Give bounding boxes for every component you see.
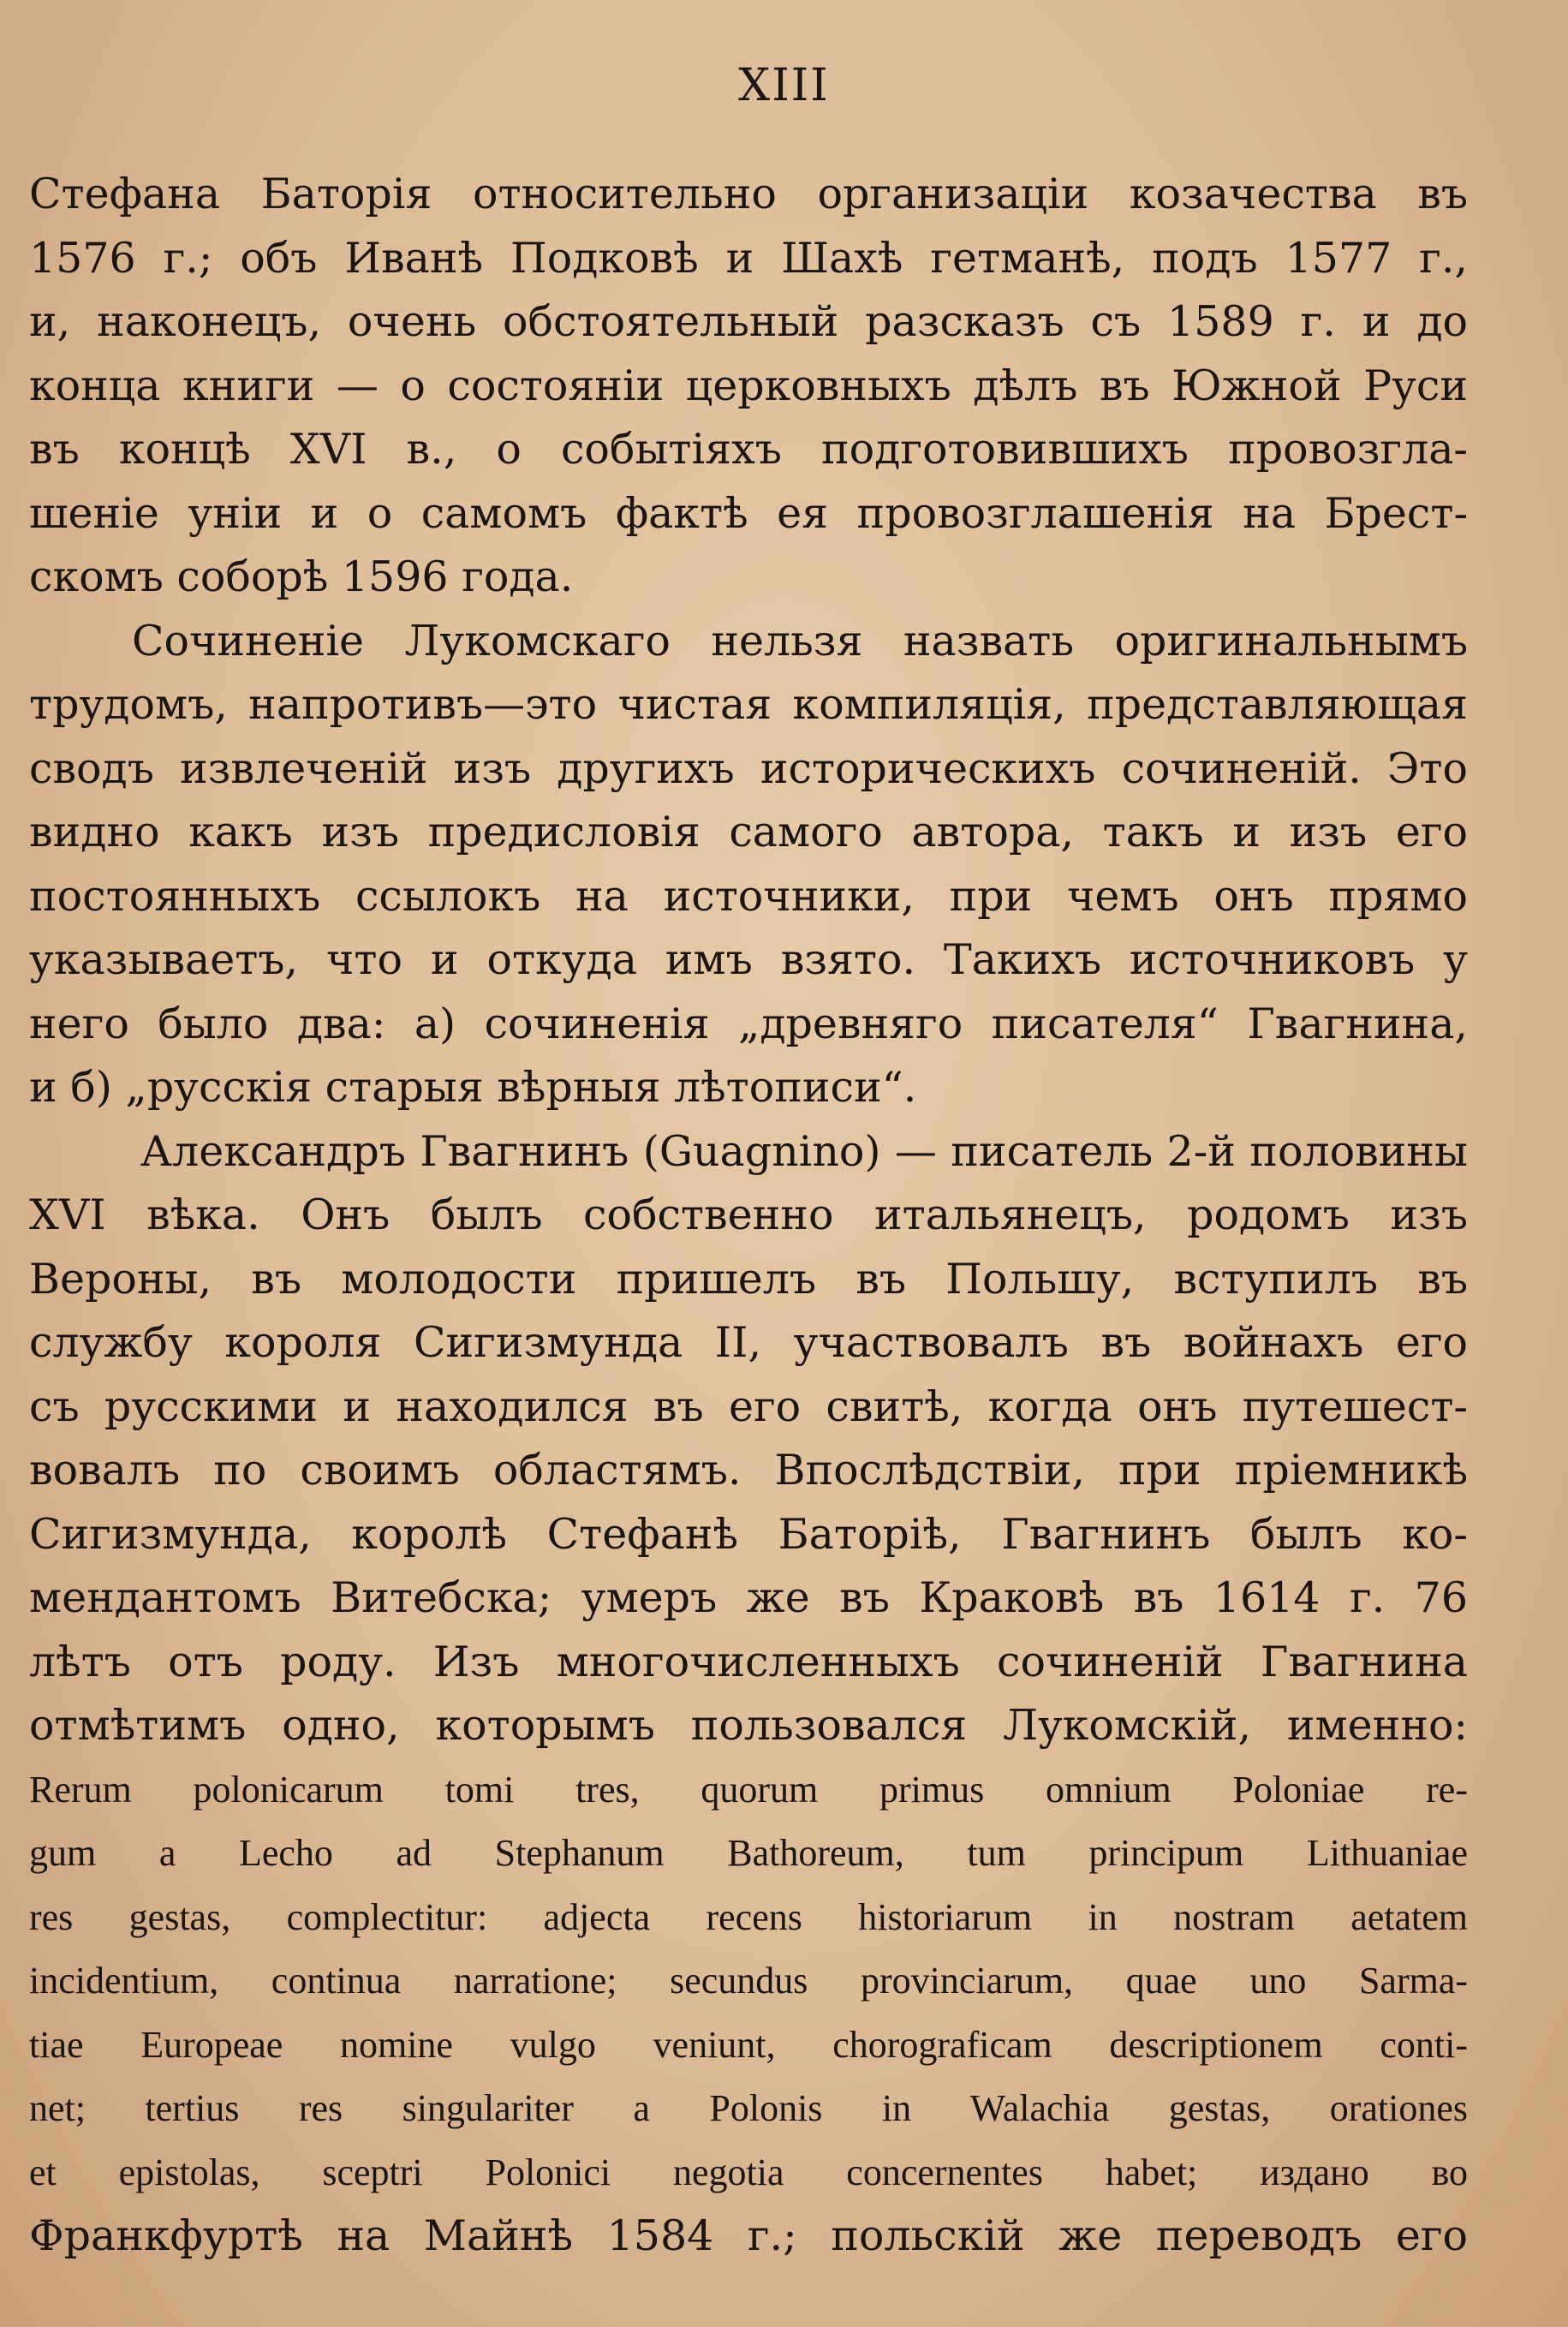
text-line: Александръ Гвагнинъ (Guagnino) — писатель 2-й половины [140, 1126, 1468, 1176]
text-line: tiae Europeae nomine vulgo veniunt, chorograficam descriptionem conti- [29, 2023, 1468, 2066]
text-line: конца книги — о состояніи церковныхъ дѣлъ въ Южной Руси [29, 361, 1468, 410]
text-line: него было два: а) сочиненія „древняго писателя“ Гвагнина, [29, 999, 1468, 1048]
text-line: Сигизмунда, королѣ Стефанѣ Баторіѣ, Гвагнинъ былъ ко- [29, 1509, 1468, 1559]
text-line: net; tertius res singulariter a Polonis in Walachia gestas, orationes [29, 2087, 1468, 2129]
text-line: въ концѣ XVI в., о событіяхъ подготовившихъ провозгла- [29, 425, 1468, 474]
text-line: сводъ извлеченій изъ другихъ историческихъ сочиненій. Это [29, 743, 1468, 793]
text-line: вовалъ по своимъ областямъ. Впослѣдствіи, при пріемникѣ [29, 1446, 1468, 1495]
text-line: Стефана Баторія относительно организаціи козачества въ [29, 170, 1468, 218]
text-line: Rerum polonicarum tomi tres, quorum primus omnium Poloniae re- [29, 1768, 1468, 1811]
text-line: XVI вѣка. Онъ былъ собственно итальянецъ, родомъ изъ [29, 1190, 1468, 1239]
text-line: скомъ соборѣ 1596 года. [29, 552, 574, 601]
text-line: и, наконецъ, очень обстоятельный разсказъ съ 1589 г. и до [29, 297, 1468, 346]
text-line: лѣтъ отъ роду. Изъ многочисленныхъ сочиненій Гвагнина [29, 1637, 1468, 1686]
page-number: XIII [738, 60, 830, 111]
text-line: постоянныхъ ссылокъ на источники, при чемъ онъ прямо [29, 871, 1468, 921]
text-line: съ русскими и находился въ его свитѣ, когда онъ путешест- [29, 1381, 1468, 1431]
text-line: gum a Lecho ad Stephanum Bathoreum, tum principum Lithuaniae [29, 1832, 1468, 1874]
text-line: 1576 г.; объ Иванѣ Подковѣ и Шахѣ гетманѣ, подъ 1577 г., [29, 233, 1468, 283]
text-line: incidentium, continua narratione; secundus provinciarum, quae uno Sarma- [29, 1960, 1468, 2002]
text-line: службу короля Сигизмунда II, участвовалъ въ войнахъ его [29, 1318, 1468, 1367]
text-line: мендантомъ Витебска; умеръ же въ Краковѣ въ 1614 г. 76 [29, 1573, 1468, 1622]
text-line: Франкфуртѣ на Майнѣ 1584 г.; польскій же переводъ его [29, 2211, 1468, 2260]
text-line: отмѣтимъ одно, которымъ пользовался Лукомскій, именно: [29, 1701, 1468, 1750]
text-line: шеніе уніи и о самомъ фактѣ ея провозглашенія на Брест- [29, 488, 1468, 538]
text-line: Вероны, въ молодости пришелъ въ Польшу, вступилъ въ [29, 1254, 1468, 1304]
text-line: res gestas, complectitur: adjecta recens historiarum in nostram aetatem [29, 1895, 1468, 1938]
text-line: трудомъ, напротивъ—это чистая компиляція, представляющая [29, 680, 1468, 729]
text-line: et epistolas, sceptri Polonici negotia concernentes habet; издано во [29, 2151, 1468, 2193]
text-line: и б) „русскія старыя вѣрныя лѣтописи“. [29, 1063, 917, 1112]
page-text [29, 163, 1468, 2269]
text-line: Сочиненіе Лукомскаго нельзя назвать оригинальнымъ [132, 616, 1468, 665]
text-line: видно какъ изъ предисловія самого автора, такъ и изъ его [29, 808, 1468, 856]
text-line: указываетъ, что и откуда имъ взято. Такихъ источниковъ у [29, 935, 1468, 984]
